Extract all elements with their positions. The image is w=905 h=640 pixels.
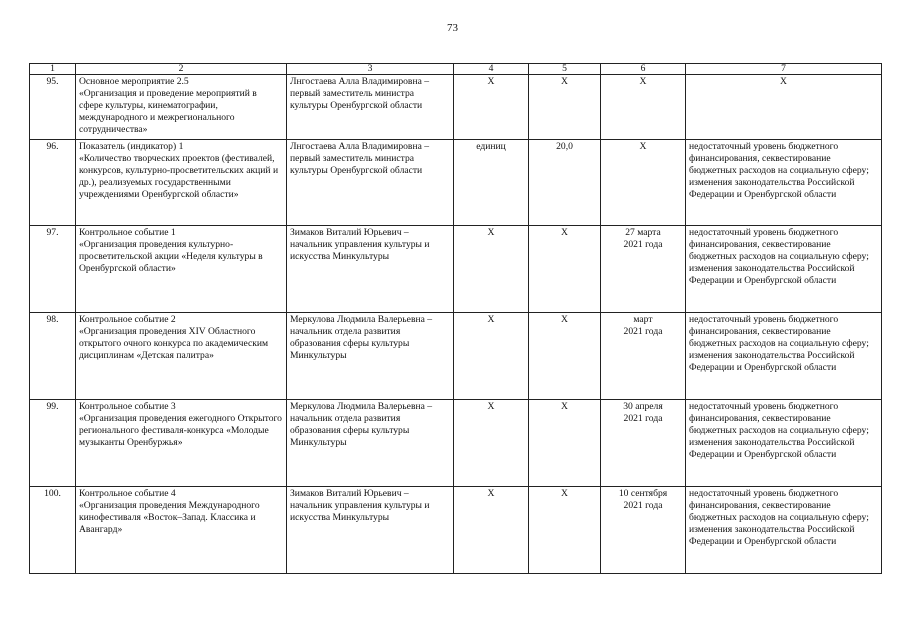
table-row xyxy=(30,400,882,487)
value-cell: Х xyxy=(529,75,601,140)
column-header: 1 xyxy=(30,64,76,75)
value-cell: Х xyxy=(529,400,601,487)
event-name: Контрольное событие 3 «Организация проведения ежегодного Открытого регионального фестиваля-конкурса «Молодые музыканты Оренбуржья» xyxy=(76,400,287,487)
date-cell: март 2021 года xyxy=(601,313,686,400)
table-row xyxy=(30,75,882,140)
row-number: 98. xyxy=(30,313,76,400)
column-number-row xyxy=(30,64,882,75)
responsible-person: Меркулова Людмила Валерьевна – начальник отдела развития образования сферы культуры Минкультуры xyxy=(287,313,454,400)
date-cell: 30 апреля 2021 года xyxy=(601,400,686,487)
risks-cell: недостаточный уровень бюджетного финансирования, секвестирование бюджетных расходов на социальную сферу; изменения законодательства Российской Федерации и Оренбургской области xyxy=(686,400,882,487)
row-number: 97. xyxy=(30,226,76,313)
table-row xyxy=(30,140,882,226)
unit-cell: Х xyxy=(454,487,529,574)
responsible-person: Зимаков Виталий Юрьевич – начальник управления культуры и искусства Минкультуры xyxy=(287,487,454,574)
table-row xyxy=(30,313,882,400)
row-number: 99. xyxy=(30,400,76,487)
column-header: 5 xyxy=(529,64,601,75)
risks-cell: недостаточный уровень бюджетного финансирования, секвестирование бюджетных расходов на социальную сферу; изменения законодательства Российской Федерации и Оренбургской области xyxy=(686,313,882,400)
unit-cell: Х xyxy=(454,400,529,487)
risks-cell: недостаточный уровень бюджетного финансирования, секвестирование бюджетных расходов на социальную сферу; изменения законодательства Российской Федерации и Оренбургской области xyxy=(686,140,882,226)
value-cell: Х xyxy=(529,487,601,574)
event-name: Контрольное событие 1 «Организация проведения культурно-просветительской акции «Неделя культуры в Оренбургской области» xyxy=(76,226,287,313)
event-name: Показатель (индикатор) 1 «Количество творческих проектов (фестивалей, конкурсов, культурно-просветительских акций и др.), реализуемых государственными учреждениями Оренбургской области» xyxy=(76,140,287,226)
column-header: 6 xyxy=(601,64,686,75)
date-cell: Х xyxy=(601,75,686,140)
value-cell: Х xyxy=(529,226,601,313)
table-row xyxy=(30,487,882,574)
row-number: 96. xyxy=(30,140,76,226)
responsible-person: Меркулова Людмила Валерьевна – начальник отдела развития образования сферы культуры Минкультуры xyxy=(287,400,454,487)
date-cell: 10 сентября 2021 года xyxy=(601,487,686,574)
unit-cell: Х xyxy=(454,226,529,313)
column-header: 7 xyxy=(686,64,882,75)
event-name: Основное мероприятие 2.5 «Организация и проведение мероприятий в сфере культуры, кинематографии, международного и межрегионального сотрудничества» xyxy=(76,75,287,140)
value-cell: Х xyxy=(529,313,601,400)
date-cell: Х xyxy=(601,140,686,226)
unit-cell: Х xyxy=(454,75,529,140)
responsible-person: Лнгостаева Алла Владимировна – первый заместитель министра культуры Оренбургской области xyxy=(287,75,454,140)
responsible-person: Зимаков Виталий Юрьевич – начальник управления культуры и искусства Минкультуры xyxy=(287,226,454,313)
date-cell: 27 марта 2021 года xyxy=(601,226,686,313)
responsible-person: Лнгостаева Алла Владимировна – первый заместитель министра культуры Оренбургской области xyxy=(287,140,454,226)
risks-cell: недостаточный уровень бюджетного финансирования, секвестирование бюджетных расходов на социальную сферу; изменения законодательства Российской Федерации и Оренбургской области xyxy=(686,226,882,313)
column-header: 2 xyxy=(76,64,287,75)
event-name: Контрольное событие 2 «Организация проведения XIV Областного открытого очного конкурса по академическим дисциплинам «Детская палитра» xyxy=(76,313,287,400)
column-header: 3 xyxy=(287,64,454,75)
unit-cell: единиц xyxy=(454,140,529,226)
risks-cell: Х xyxy=(686,75,882,140)
table-row xyxy=(30,226,882,313)
row-number: 95. xyxy=(30,75,76,140)
events-table xyxy=(29,63,882,574)
column-header: 4 xyxy=(454,64,529,75)
unit-cell: Х xyxy=(454,313,529,400)
row-number: 100. xyxy=(30,487,76,574)
risks-cell: недостаточный уровень бюджетного финансирования, секвестирование бюджетных расходов на социальную сферу; изменения законодательства Российской Федерации и Оренбургской области xyxy=(686,487,882,574)
value-cell: 20,0 xyxy=(529,140,601,226)
event-name: Контрольное событие 4 «Организация проведения Международного кинофестиваля «Восток–Запад. Классика и Авангард» xyxy=(76,487,287,574)
page-number: 73 xyxy=(447,22,458,34)
